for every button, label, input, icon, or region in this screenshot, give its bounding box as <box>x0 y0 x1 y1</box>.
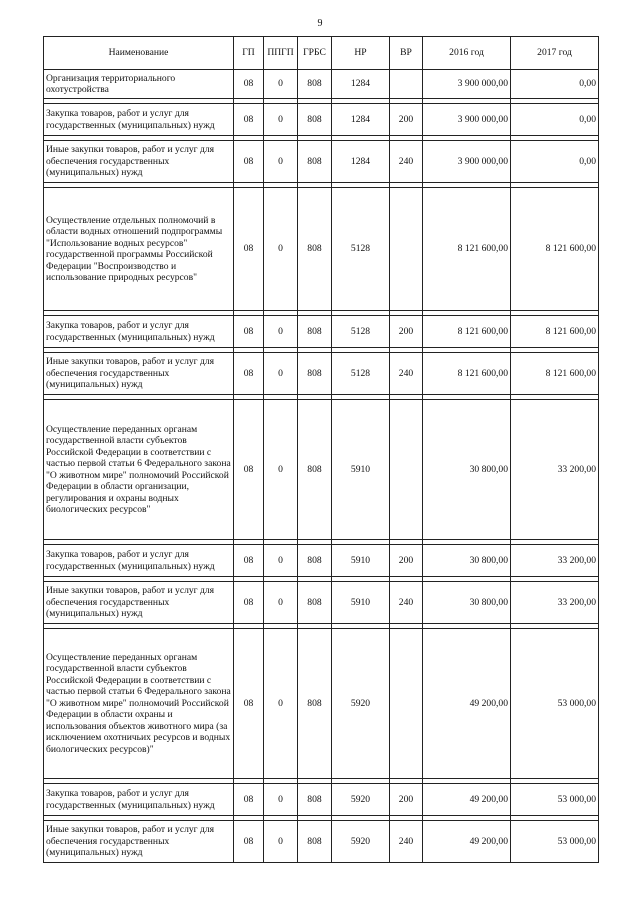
cell-nr: 5920 <box>332 821 390 863</box>
cell-y2017: 53 000,00 <box>511 821 599 863</box>
cell-vr: 200 <box>390 545 423 577</box>
cell-y2016: 3 900 000,00 <box>423 141 511 183</box>
cell-y2016: 8 121 600,00 <box>423 188 511 311</box>
cell-nr: 5128 <box>332 353 390 395</box>
cell-gp: 08 <box>234 400 264 540</box>
cell-grbs: 808 <box>298 188 332 311</box>
cell-grbs: 808 <box>298 821 332 863</box>
header-grbs: ГРБС <box>298 37 332 70</box>
cell-name: Закупка товаров, работ и услуг для государственных (муниципальных) нужд <box>44 104 234 136</box>
cell-ppgp: 0 <box>264 141 298 183</box>
cell-name: Закупка товаров, работ и услуг для государственных (муниципальных) нужд <box>44 316 234 348</box>
cell-y2017: 0,00 <box>511 141 599 183</box>
budget-table <box>43 36 599 863</box>
table-row <box>44 582 599 624</box>
cell-y2017: 33 200,00 <box>511 545 599 577</box>
cell-nr: 5920 <box>332 629 390 779</box>
cell-y2016: 30 800,00 <box>423 400 511 540</box>
table-body <box>44 70 599 863</box>
header-vr: ВР <box>390 37 423 70</box>
table-row <box>44 104 599 136</box>
table-row <box>44 400 599 540</box>
cell-vr <box>390 629 423 779</box>
cell-y2016: 8 121 600,00 <box>423 353 511 395</box>
cell-y2016: 49 200,00 <box>423 821 511 863</box>
header-2017: 2017 год <box>511 37 599 70</box>
cell-name: Иные закупки товаров, работ и услуг для обеспечения государственных (муниципальных) нужд <box>44 141 234 183</box>
cell-gp: 08 <box>234 784 264 816</box>
table-row <box>44 821 599 863</box>
cell-grbs: 808 <box>298 784 332 816</box>
header-ppgp: ППГП <box>264 37 298 70</box>
cell-gp: 08 <box>234 70 264 99</box>
cell-ppgp: 0 <box>264 784 298 816</box>
page-number: 9 <box>317 18 323 29</box>
cell-name: Закупка товаров, работ и услуг для государственных (муниципальных) нужд <box>44 545 234 577</box>
cell-y2017: 8 121 600,00 <box>511 316 599 348</box>
cell-vr: 200 <box>390 784 423 816</box>
cell-name: Организация территориального охотустройства <box>44 70 234 99</box>
cell-ppgp: 0 <box>264 353 298 395</box>
cell-nr: 5910 <box>332 582 390 624</box>
cell-vr: 200 <box>390 104 423 136</box>
cell-y2017: 53 000,00 <box>511 784 599 816</box>
cell-grbs: 808 <box>298 353 332 395</box>
cell-name: Иные закупки товаров, работ и услуг для обеспечения государственных (муниципальных) нужд <box>44 821 234 863</box>
cell-vr: 200 <box>390 316 423 348</box>
cell-y2017: 0,00 <box>511 70 599 99</box>
header-name: Наименование <box>44 37 234 70</box>
table-header-row <box>44 37 599 70</box>
cell-vr <box>390 70 423 99</box>
table-row <box>44 316 599 348</box>
cell-name: Иные закупки товаров, работ и услуг для обеспечения государственных (муниципальных) нужд <box>44 582 234 624</box>
header-2016: 2016 год <box>423 37 511 70</box>
cell-y2016: 49 200,00 <box>423 629 511 779</box>
cell-y2016: 3 900 000,00 <box>423 104 511 136</box>
cell-gp: 08 <box>234 629 264 779</box>
cell-nr: 5128 <box>332 188 390 311</box>
cell-vr: 240 <box>390 821 423 863</box>
cell-ppgp: 0 <box>264 545 298 577</box>
cell-gp: 08 <box>234 821 264 863</box>
cell-y2017: 0,00 <box>511 104 599 136</box>
cell-ppgp: 0 <box>264 582 298 624</box>
cell-grbs: 808 <box>298 629 332 779</box>
cell-nr: 5910 <box>332 545 390 577</box>
cell-ppgp: 0 <box>264 104 298 136</box>
cell-y2016: 30 800,00 <box>423 545 511 577</box>
cell-grbs: 808 <box>298 104 332 136</box>
cell-y2016: 3 900 000,00 <box>423 70 511 99</box>
table-row <box>44 629 599 779</box>
cell-gp: 08 <box>234 104 264 136</box>
cell-grbs: 808 <box>298 316 332 348</box>
cell-name: Осуществление переданных органам государственной власти субъектов Российской Федерации в соответствии с частью первой статьи 6 Федерального закона "О животном мире" полномочий Российской Федерации в области охраны и использования объектов животного мира (за исключением охотничьих ресурсов и водных биологических ресурсов)" <box>44 629 234 779</box>
cell-vr: 240 <box>390 353 423 395</box>
cell-name: Закупка товаров, работ и услуг для государственных (муниципальных) нужд <box>44 784 234 816</box>
cell-y2017: 33 200,00 <box>511 400 599 540</box>
cell-name: Осуществление переданных органам государственной власти субъектов Российской Федерации в соответствии с частью первой статьи 6 Федерального закона "О животном мире" полномочий Российской Федерации в области организации, регулирования и охраны водных биологических ресурсов" <box>44 400 234 540</box>
cell-grbs: 808 <box>298 400 332 540</box>
cell-vr <box>390 400 423 540</box>
table-row <box>44 141 599 183</box>
cell-gp: 08 <box>234 545 264 577</box>
cell-grbs: 808 <box>298 582 332 624</box>
cell-y2017: 8 121 600,00 <box>511 188 599 311</box>
cell-nr: 5920 <box>332 784 390 816</box>
cell-ppgp: 0 <box>264 70 298 99</box>
table-row <box>44 188 599 311</box>
cell-y2016: 30 800,00 <box>423 582 511 624</box>
cell-grbs: 808 <box>298 70 332 99</box>
cell-nr: 1284 <box>332 70 390 99</box>
table-row <box>44 70 599 99</box>
cell-gp: 08 <box>234 582 264 624</box>
cell-nr: 1284 <box>332 104 390 136</box>
cell-ppgp: 0 <box>264 316 298 348</box>
cell-gp: 08 <box>234 316 264 348</box>
cell-name: Иные закупки товаров, работ и услуг для обеспечения государственных (муниципальных) нужд <box>44 353 234 395</box>
cell-ppgp: 0 <box>264 188 298 311</box>
table-row <box>44 545 599 577</box>
cell-y2016: 8 121 600,00 <box>423 316 511 348</box>
cell-name: Осуществление отдельных полномочий в области водных отношений подпрограммы "Использование водных ресурсов" государственной программы Российской Федерации "Воспроизводство и использование природных ресурсов" <box>44 188 234 311</box>
cell-grbs: 808 <box>298 545 332 577</box>
cell-y2016: 49 200,00 <box>423 784 511 816</box>
cell-gp: 08 <box>234 141 264 183</box>
header-nr: НР <box>332 37 390 70</box>
cell-grbs: 808 <box>298 141 332 183</box>
cell-y2017: 53 000,00 <box>511 629 599 779</box>
cell-ppgp: 0 <box>264 400 298 540</box>
cell-gp: 08 <box>234 353 264 395</box>
cell-nr: 5910 <box>332 400 390 540</box>
cell-gp: 08 <box>234 188 264 311</box>
cell-ppgp: 0 <box>264 821 298 863</box>
cell-ppgp: 0 <box>264 629 298 779</box>
cell-vr: 240 <box>390 141 423 183</box>
table-row <box>44 353 599 395</box>
table-row <box>44 784 599 816</box>
header-gp: ГП <box>234 37 264 70</box>
cell-nr: 1284 <box>332 141 390 183</box>
cell-nr: 5128 <box>332 316 390 348</box>
cell-y2017: 33 200,00 <box>511 582 599 624</box>
cell-vr <box>390 188 423 311</box>
cell-y2017: 8 121 600,00 <box>511 353 599 395</box>
cell-vr: 240 <box>390 582 423 624</box>
